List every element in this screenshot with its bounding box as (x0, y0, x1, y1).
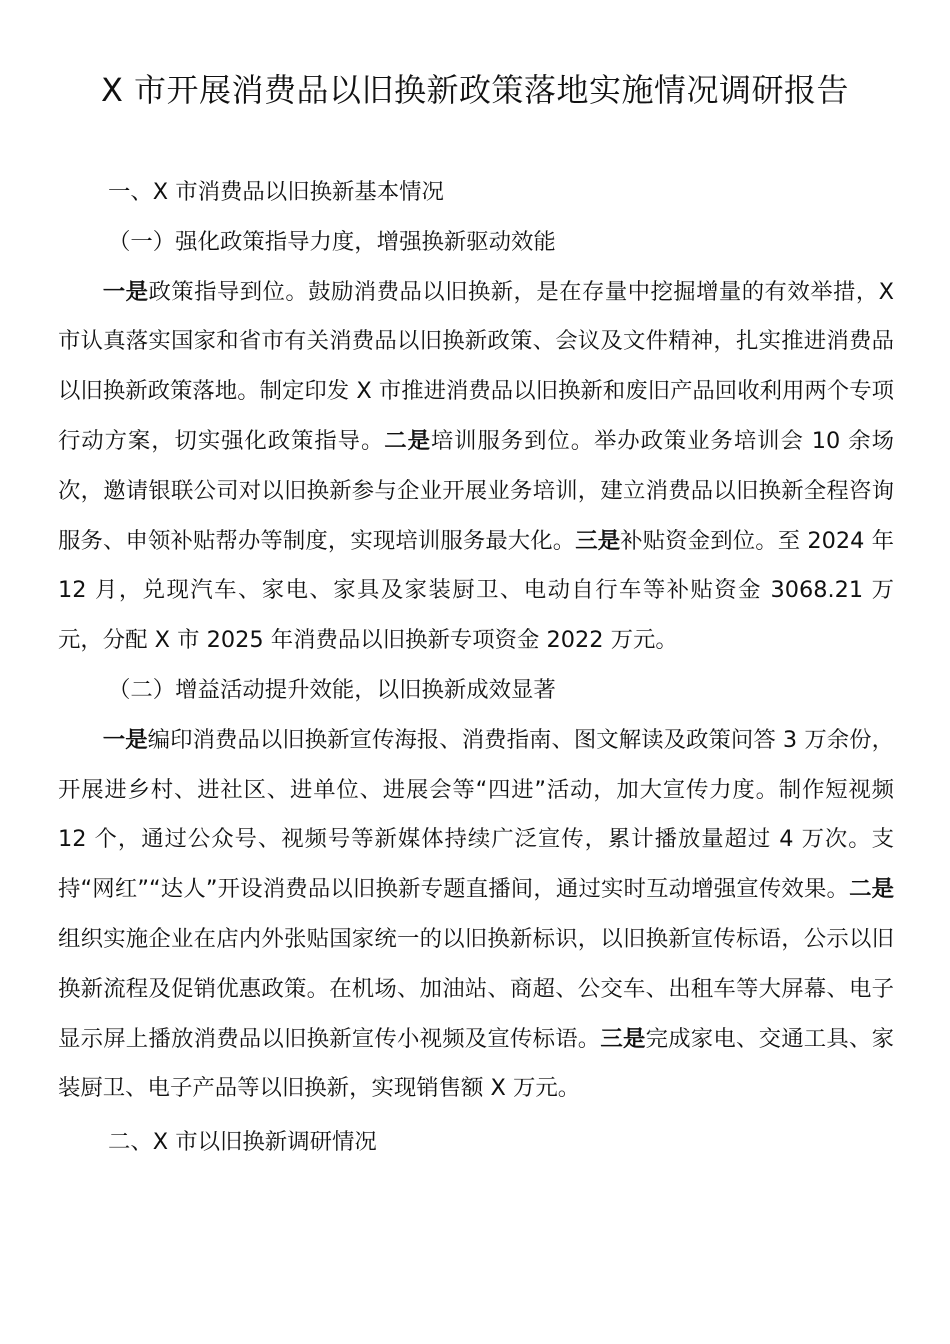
point-1-text: 政策指导到位。鼓励消费品以旧换新，是在存量中挖掘增量的有效举措，X 市认真落实国家和省市有关消费品以旧换新政策、会议及文件精神，扎实推进消费品以旧换新政策落地。制定印发 X 市推进消费品以旧换新和废旧产品回收利用两个专项行动方案，切实强化政策指导。 (58, 278, 894, 454)
point-1-lead: 一是 (102, 726, 148, 753)
document-body (58, 168, 894, 1168)
point-3-lead: 三是 (575, 527, 621, 554)
point-1-text: 编印消费品以旧换新宣传海报、消费指南、图文解读及政策问答 3 万余份，开展进乡村、进社区、进单位、进展会等“四进”活动，加大宣传力度。制作短视频 12 个，通过公众号、视频号等新媒体持续广泛宣传，累计播放量超过 4 万次。支持“网红”“达人”开设消费品以旧换新专题直播间，通过实时互动增强宣传效果。 (58, 726, 895, 903)
point-2-text: 组织实施企业在店内外张贴国家统一的以旧换新标识，以旧换新宣传标语，公示以旧换新流程及促销优惠政策。在机场、加油站、商超、公交车、出租车等大屏幕、电子显示屏上播放消费品以旧换新宣传小视频及宣传标语。 (58, 925, 894, 1052)
point-2-text: 培训服务到位。举办政策业务培训会 10 余场次，邀请银联公司对以旧换新参与企业开展业务培训，建立消费品以旧换新全程咨询服务、申领补贴帮办等制度，实现培训服务最大化。 (58, 427, 894, 554)
point-3-text: 完成家电、交通工具、家装厨卫、电子产品等以旧换新，实现销售额 X 万元。 (58, 1025, 895, 1102)
document-title: X 市开展消费品以旧换新政策落地实施情况调研报告 (100, 71, 850, 109)
subsection-1-paragraph (58, 268, 894, 666)
point-3-lead: 三是 (600, 1025, 646, 1052)
point-3-text: 补贴资金到位。至 2024 年 12 月，兑现汽车、家电、家具及家装厨卫、电动自行车等补贴资金 3068.21 万元，分配 X 市 2025 年消费品以旧换新专项资金 2022 万元。 (58, 527, 895, 654)
point-2-lead: 二是 (384, 427, 431, 454)
subsection-1-heading: （一）强化政策指导力度，增强换新驱动效能 (108, 228, 556, 255)
point-1-lead: 一是 (102, 278, 149, 305)
section-2-heading: 二、X 市以旧换新调研情况 (108, 1129, 377, 1156)
subsection-2-heading: （二）增益活动提升效能，以旧换新成效显著 (108, 676, 556, 703)
section-1-heading: 一、X 市消费品以旧换新基本情况 (108, 179, 444, 205)
subsection-2-paragraph (58, 716, 894, 1114)
point-2-lead: 二是 (849, 876, 895, 903)
